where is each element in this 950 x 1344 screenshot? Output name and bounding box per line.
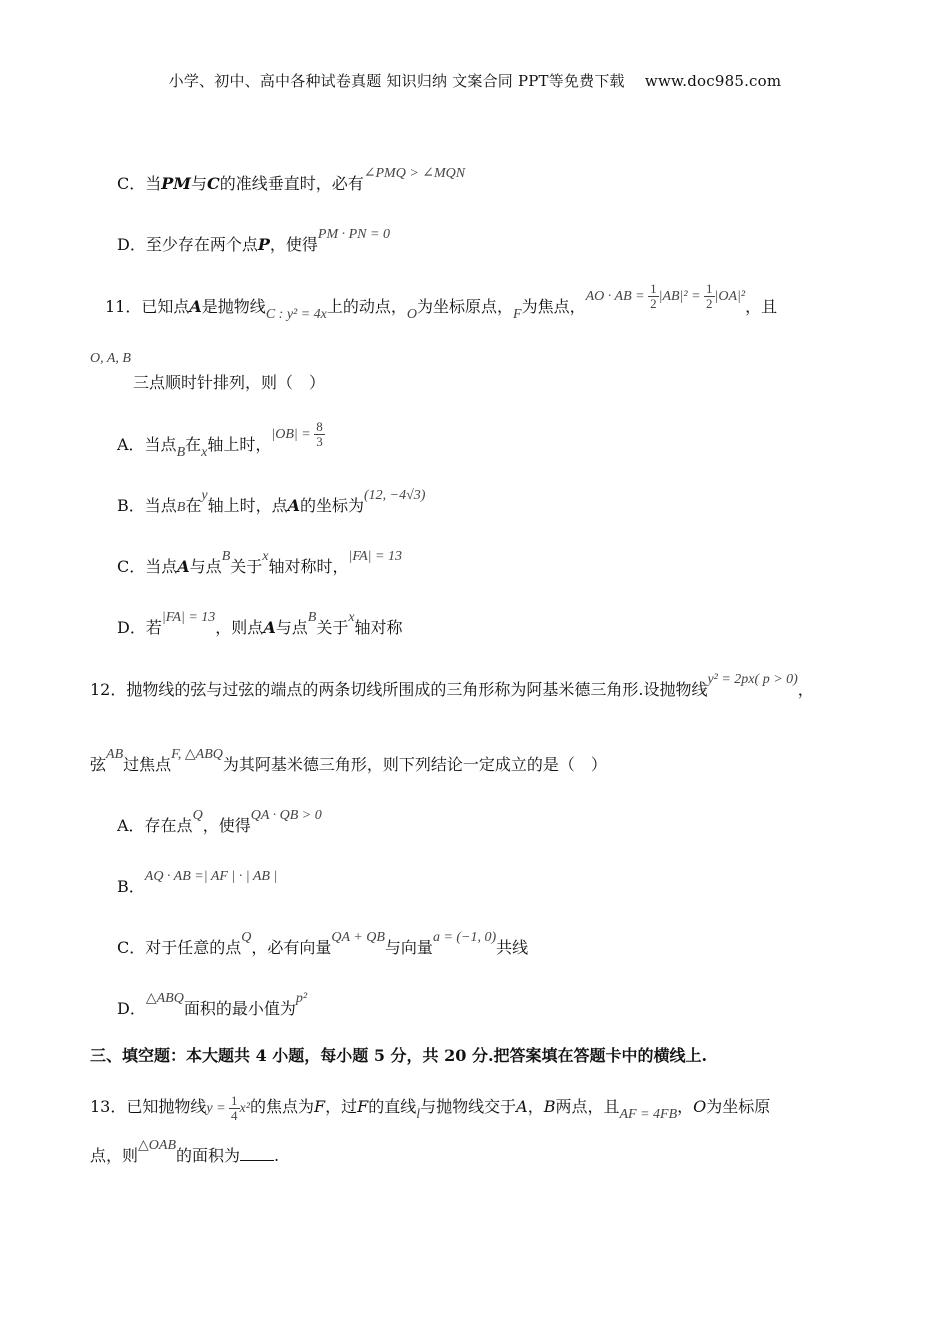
q10-d-text: ，使得 <box>269 235 318 254</box>
q11-b-text: 在 <box>185 496 202 515</box>
q13-text10: 点，则 <box>90 1146 139 1165</box>
q12-d-text: 面积的最小值为 <box>183 999 296 1018</box>
q10-c-label: C．当 <box>117 174 162 193</box>
frac-num: 1 <box>706 281 713 297</box>
q12-a-formula: QA · QB > 0 <box>250 808 322 823</box>
q12-text2: ， <box>797 680 814 699</box>
q11-origin: O <box>406 307 418 322</box>
q10-c-curve: C <box>207 174 220 193</box>
q11-point-a: A <box>189 297 202 316</box>
q11-half-frac-2 <box>704 282 715 311</box>
q11-abs-oa: |OA|² <box>714 289 746 304</box>
q11-c-text: 与点 <box>189 557 222 576</box>
q13-text3: ，过 <box>325 1097 358 1116</box>
q12-option-c <box>117 930 529 958</box>
q11-b-label: B．当点 <box>117 496 177 515</box>
q11-b-y: y <box>201 488 208 503</box>
q12-c-label: C．对于任意的点 <box>117 938 242 957</box>
q11-abs-ab: |AB|² <box>658 289 688 304</box>
q10-d-formula: PM · PN = 0 <box>317 227 390 242</box>
q11-c-formula: |FA| = 13 <box>348 549 402 564</box>
q10-c-formula: ∠PMQ > ∠MQN <box>363 166 466 181</box>
q11-d-text2: 与点 <box>275 618 308 637</box>
q11-b-b: B <box>176 500 186 515</box>
q11-d-x: x <box>348 610 355 625</box>
q12-stem <box>90 672 814 700</box>
q11-a-b: B <box>176 445 186 460</box>
q13-text5: 与抛物线交于 <box>420 1097 517 1116</box>
q10-d-label: D．至少存在两个点 <box>117 235 258 254</box>
q11-half-frac <box>648 282 659 311</box>
q12-option-d <box>117 991 308 1019</box>
q13-o: O <box>693 1097 707 1116</box>
frac-den: 2 <box>650 296 657 312</box>
q11-text1: 是抛物线 <box>201 297 266 316</box>
q11-number: 11．已知点 <box>105 297 190 316</box>
q11-b-text2: 轴上时，点 <box>207 496 288 515</box>
q12-d-formula: △ABQ <box>145 991 184 1006</box>
q11-option-b <box>117 488 426 516</box>
q11-c-text3: 轴对称时， <box>268 557 349 576</box>
q13-line-l: l <box>416 1107 421 1122</box>
q13-text2: 的焦点为 <box>249 1097 314 1116</box>
q13-text8: ， <box>677 1097 694 1116</box>
page-header: 小学、初中、高中各种试卷真题 知识归纳 文案合同 PPT等免费下载 www.doc985.com <box>168 72 782 90</box>
q11-c-a: A <box>177 557 190 576</box>
q12-c-text2: 与向量 <box>384 938 433 957</box>
q11-c-x: x <box>262 549 269 564</box>
q12-text5: 为其阿基米德三角形，则下列结论一定成立的是（ ） <box>222 755 607 774</box>
q13-f: F <box>313 1097 326 1116</box>
q10-c-text: 与 <box>191 174 208 193</box>
q10-option-c <box>117 166 466 194</box>
q12-c-formula2: a = (−1, 0) <box>432 930 497 945</box>
q12-ab: AB <box>106 747 124 762</box>
q12-curve: y² = 2px( p > 0) <box>707 672 798 687</box>
q13-text7: 两点，且 <box>555 1097 620 1116</box>
q11-text4: 为焦点， <box>521 297 586 316</box>
q11-focus: F <box>513 307 522 322</box>
q12-d-label: D． <box>117 999 146 1018</box>
q11-b-a: A <box>287 496 300 515</box>
q13-condition: AF = 4FB <box>619 1107 678 1122</box>
q12-text3: 弦 <box>90 755 107 774</box>
q13-b: B <box>543 1097 556 1116</box>
q12-d-p: p² <box>295 991 308 1006</box>
q10-c-pm: PM <box>161 174 191 193</box>
q13-text11: 的面积为 <box>176 1146 241 1165</box>
frac-num: 1 <box>231 1093 238 1109</box>
q11-text2: 上的动点， <box>326 297 407 316</box>
q11-option-c <box>117 549 402 577</box>
q11-d-formula: |FA| = 13 <box>161 610 216 625</box>
q12-fabq: F, △ABQ <box>171 747 223 762</box>
q13-curve-x: x² <box>239 1101 250 1116</box>
q12-a-label: A．存在点 <box>117 816 193 835</box>
q11-eq: = <box>691 289 701 304</box>
q11-option-d <box>117 610 403 638</box>
q12-a-text: ，使得 <box>202 816 251 835</box>
q11-a-text: 在 <box>185 435 202 454</box>
q11-d-text4: 轴对称 <box>354 618 403 637</box>
answer-blank[interactable] <box>240 1146 274 1161</box>
q12-b-formula: AQ · AB =| AF | · | AB | <box>144 869 278 884</box>
q10-c-text2: 的准线垂直时，必有 <box>219 174 364 193</box>
q12-option-a <box>117 808 322 836</box>
q11-c-text2: 关于 <box>230 557 263 576</box>
q11-a-text2: 轴上时， <box>207 435 272 454</box>
q10-option-d <box>117 227 390 255</box>
q13-text12: . <box>274 1146 280 1165</box>
frac-den: 3 <box>316 434 323 450</box>
q13-text6: ， <box>527 1097 544 1116</box>
q11-oab: O, A, B <box>90 351 131 366</box>
q11-c-label: C．当点 <box>117 557 178 576</box>
q11-d-label: D．若 <box>117 618 162 637</box>
q13-curve <box>206 1093 250 1124</box>
q11-d-a: A <box>263 618 276 637</box>
frac-num: 8 <box>316 419 323 435</box>
q12-a-q: Q <box>192 808 203 823</box>
q11-d-text: ，则点 <box>215 618 264 637</box>
q13-f2: F <box>357 1097 369 1116</box>
q11-d-text3: 关于 <box>316 618 349 637</box>
q12-c-text3: 共线 <box>496 938 529 957</box>
q13-stem-line2 <box>90 1138 280 1166</box>
q11-c-b: B <box>221 549 231 564</box>
q11-cond-left: AO · AB = <box>585 289 645 304</box>
section-3-heading: 三、填空题：本大题共 4 小题，每小题 5 分，共 20 分.把答案填在答题卡中的横线上. <box>90 1046 708 1065</box>
q13-text9: 为坐标原 <box>706 1097 771 1116</box>
q11-a-abs: |OB| = <box>271 427 311 442</box>
q11-option-a <box>117 419 325 461</box>
q11-stem-end: 三点顺时针排列，则（ ） <box>133 373 326 392</box>
q12-option-b <box>117 869 278 897</box>
q12-c-formula1: QA + QB <box>331 930 385 945</box>
q12-text4: 过焦点 <box>123 755 172 774</box>
q11-text5: ，且 <box>745 297 778 316</box>
q13-text4: 的直线 <box>368 1097 417 1116</box>
q12-b-label: B． <box>117 877 145 896</box>
q12-text1: 12．抛物线的弦与过弦的端点的两条切线所围成的三角形称为阿基米德三角形.设抛物线 <box>90 680 708 699</box>
q12-c-text: ，必有向量 <box>251 938 332 957</box>
q11-a-formula <box>271 419 324 450</box>
frac-num: 1 <box>650 281 657 297</box>
q12-c-q: Q <box>241 930 252 945</box>
q13-a: A <box>516 1097 528 1116</box>
q11-a-label: A．当点 <box>117 435 177 454</box>
q11-curve: C : y² = 4x <box>265 307 327 322</box>
q13-curve-y: y = <box>206 1101 226 1116</box>
q13-triangle: △OAB <box>138 1138 176 1153</box>
q11-text3: 为坐标原点， <box>417 297 514 316</box>
q11-stem <box>105 281 778 323</box>
q11-d-b: B <box>307 610 317 625</box>
q12-stem-line2 <box>90 747 607 775</box>
q13-stem <box>90 1094 770 1123</box>
frac-den: 2 <box>706 296 713 312</box>
frac-den: 4 <box>231 1108 238 1124</box>
q11-a-frac <box>314 420 325 449</box>
q11-a-x: x <box>201 445 208 460</box>
q11-b-formula: (12, −4√3) <box>364 488 426 503</box>
q13-frac <box>229 1094 240 1123</box>
q11-condition <box>585 281 746 312</box>
q11-b-text3: 的坐标为 <box>300 496 365 515</box>
q13-text1: 13．已知抛物线 <box>90 1097 207 1116</box>
q10-d-point: P <box>257 235 270 254</box>
